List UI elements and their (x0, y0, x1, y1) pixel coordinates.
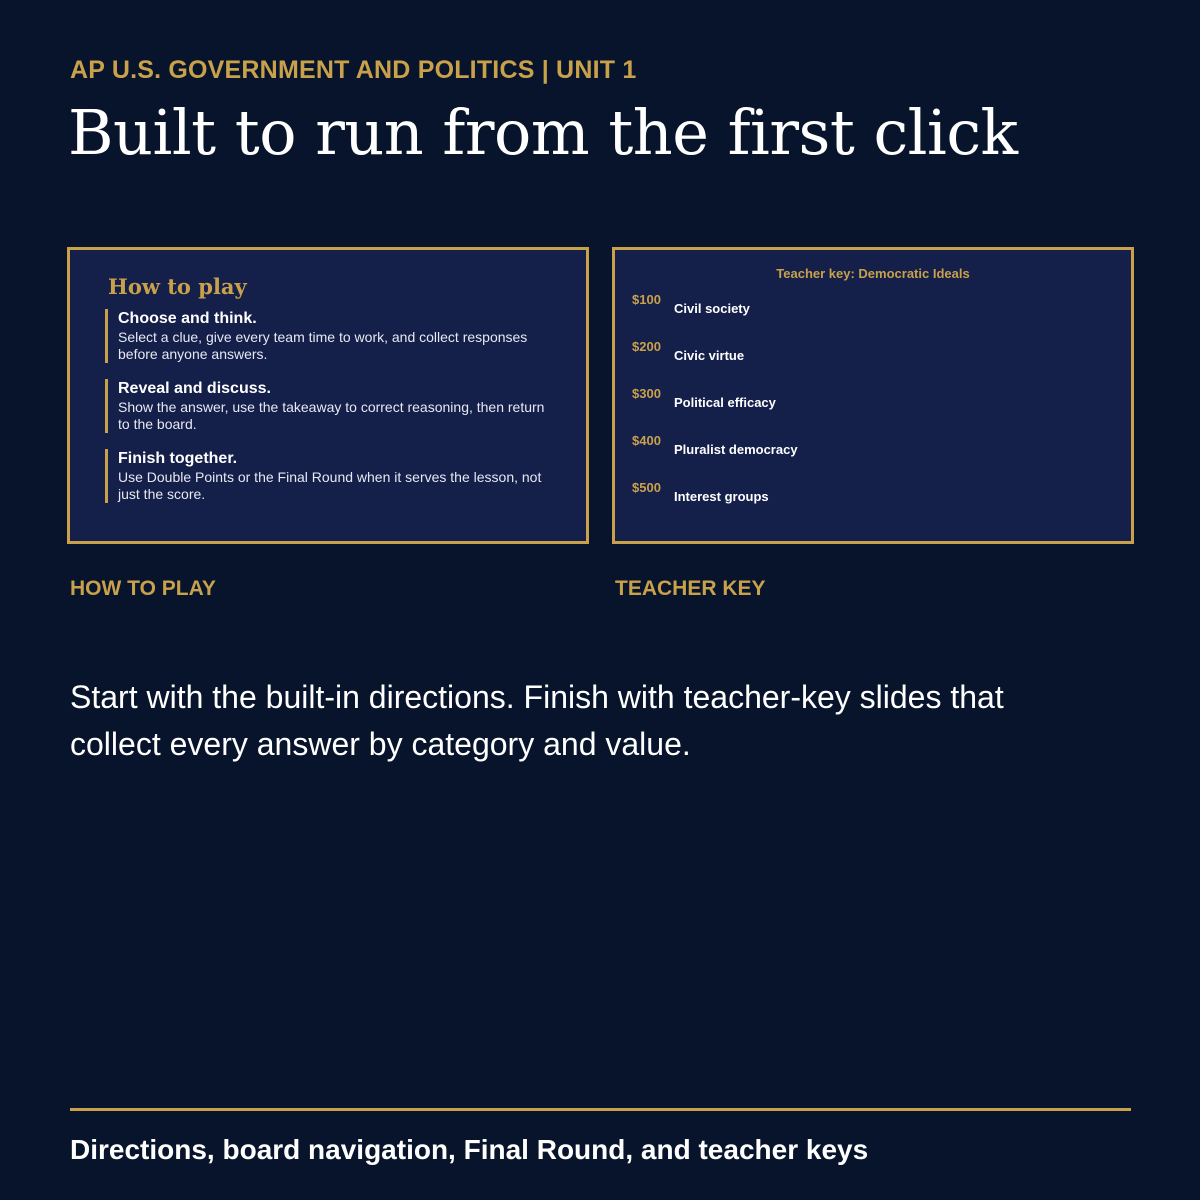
teacher-key-title: Teacher key: Democratic Ideals (776, 266, 970, 281)
step-reveal-and-discuss (105, 379, 555, 433)
key-row (632, 386, 1112, 416)
key-answer: Civil society (674, 301, 750, 316)
description-text: Start with the built-in directions. Finish with teacher-key slides that collect every answer by category and value. (70, 679, 1004, 762)
teacher-key-caption: TEACHER KEY (615, 577, 766, 600)
key-row (632, 292, 1112, 322)
step-description: Show the answer, use the takeaway to correct reasoning, then return to the board. (118, 399, 545, 432)
how-to-play-title: How to play (108, 274, 247, 299)
key-row (632, 480, 1112, 510)
key-answer: Interest groups (674, 489, 769, 504)
how-to-play-caption: HOW TO PLAY (70, 577, 216, 600)
step-description: Select a clue, give every team time to work, and collect responses before anyone answers. (118, 329, 528, 362)
how-to-play-slide-preview (67, 247, 589, 544)
step-title: Reveal and discuss. (118, 380, 271, 397)
step-title: Finish together. (118, 450, 238, 467)
key-value: $100 (632, 292, 661, 307)
key-row (632, 433, 1112, 463)
footer-divider (70, 1108, 1131, 1111)
key-answer: Pluralist democracy (674, 442, 798, 457)
key-row (632, 339, 1112, 369)
eyebrow-label: AP U.S. GOVERNMENT AND POLITICS | UNIT 1 (70, 56, 637, 84)
key-value: $500 (632, 480, 661, 495)
step-choose-and-think (105, 309, 555, 363)
key-value: $400 (632, 433, 661, 448)
step-title: Choose and think. (118, 310, 257, 327)
teacher-key-slide-preview (612, 247, 1134, 544)
step-description: Use Double Points or the Final Round when it serves the lesson, not just the score. (118, 469, 542, 502)
key-answer: Political efficacy (674, 395, 776, 410)
key-value: $200 (632, 339, 661, 354)
step-finish-together (105, 449, 555, 503)
footer-text: Directions, board navigation, Final Round, and teacher keys (70, 1134, 869, 1165)
key-value: $300 (632, 386, 661, 401)
page-title: Built to run from the first click (68, 96, 1018, 169)
key-answer: Civic virtue (674, 348, 745, 363)
